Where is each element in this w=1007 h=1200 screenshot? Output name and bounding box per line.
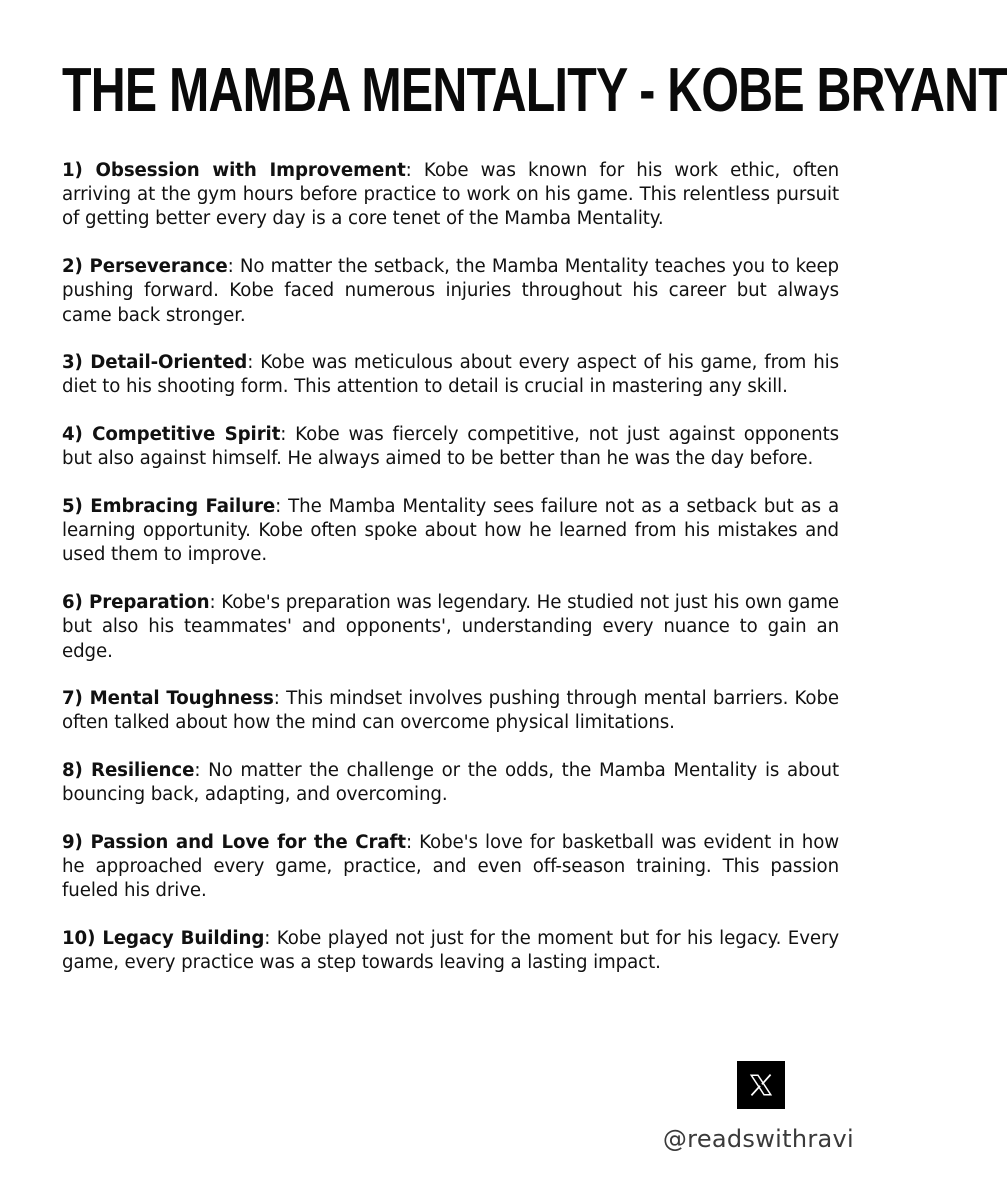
point-item bbox=[62, 759, 839, 807]
point-heading: 1) Obsession with Improvement bbox=[62, 160, 406, 181]
point-heading: 4) Competitive Spirit bbox=[62, 424, 281, 446]
point-colon: : bbox=[275, 496, 282, 518]
point-item bbox=[62, 831, 839, 904]
point-colon: : bbox=[264, 928, 271, 950]
point-colon: : bbox=[194, 760, 201, 782]
point-text: Kobe's preparation was legendary. He studied not just his own game but also his teammates' and opponents', understanding every nuance to gain an edge. bbox=[62, 592, 839, 662]
point-item bbox=[62, 591, 839, 664]
point-heading: 2) Perseverance bbox=[62, 256, 228, 278]
point-heading: 8) Resilience bbox=[62, 760, 195, 782]
point-colon: : bbox=[227, 256, 234, 278]
point-colon: : bbox=[405, 832, 412, 854]
point-text: No matter the challenge or the odds, the Mamba Mentality is about bouncing back, adapting, and overcoming. bbox=[62, 760, 839, 806]
point-colon: : bbox=[405, 160, 412, 181]
point-colon: : bbox=[209, 592, 216, 614]
point-text: Kobe was fiercely competitive, not just against opponents but also against himself. He always aimed to be better than he was the day before. bbox=[62, 424, 839, 470]
points-list bbox=[62, 159, 839, 999]
point-text: This mindset involves pushing through mental barriers. Kobe often talked about how the mind can overcome physical limitations. bbox=[62, 688, 839, 734]
x-logo-glyph bbox=[748, 1072, 774, 1098]
point-item bbox=[62, 423, 839, 471]
point-heading: 7) Mental Toughness bbox=[62, 688, 274, 710]
point-colon: : bbox=[247, 352, 254, 374]
point-heading: 3) Detail-Oriented bbox=[62, 352, 248, 374]
point-item bbox=[62, 255, 839, 328]
point-heading: 6) Preparation bbox=[62, 592, 210, 614]
point-item bbox=[62, 495, 839, 568]
x-logo-icon bbox=[737, 1061, 785, 1109]
point-heading: 9) Passion and Love for the Craft bbox=[62, 832, 406, 854]
point-text: Kobe played not just for the moment but for his legacy. Every game, every practice was a step towards leaving a lasting impact. bbox=[62, 928, 839, 974]
point-text: The Mamba Mentality sees failure not as a setback but as a learning opportunity. Kobe often spoke about how he learned from his mistakes and used them to improve. bbox=[62, 496, 839, 566]
point-colon: : bbox=[273, 688, 280, 710]
point-heading: 5) Embracing Failure bbox=[62, 496, 276, 518]
point-item bbox=[62, 351, 839, 399]
point-colon: : bbox=[280, 424, 287, 446]
point-text: Kobe was meticulous about every aspect of his game, from his diet to his shooting form. This attention to detail is crucial in mastering any skill. bbox=[62, 352, 839, 398]
point-item bbox=[62, 927, 839, 975]
point-text: No matter the setback, the Mamba Mentality teaches you to keep pushing forward. Kobe faced numerous injuries throughout his career but always came back stronger. bbox=[62, 256, 840, 326]
point-heading: 10) Legacy Building bbox=[62, 928, 265, 950]
social-handle: @readswithravi bbox=[662, 1125, 854, 1153]
page-title: THE MAMBA MENTALITY - KOBE BRYANT bbox=[62, 56, 1007, 125]
point-text: Kobe's love for basketball was evident in how he approached every game, practice, and even off-season training. This passion fueled his drive. bbox=[62, 832, 840, 902]
point-text: Kobe was known for his work ethic, often arriving at the gym hours before practice to work on his game. This relentless pursuit of getting better every day is a core tenet of the Mamba Mentality. bbox=[62, 160, 839, 230]
point-item bbox=[62, 159, 839, 232]
point-item bbox=[62, 687, 839, 735]
